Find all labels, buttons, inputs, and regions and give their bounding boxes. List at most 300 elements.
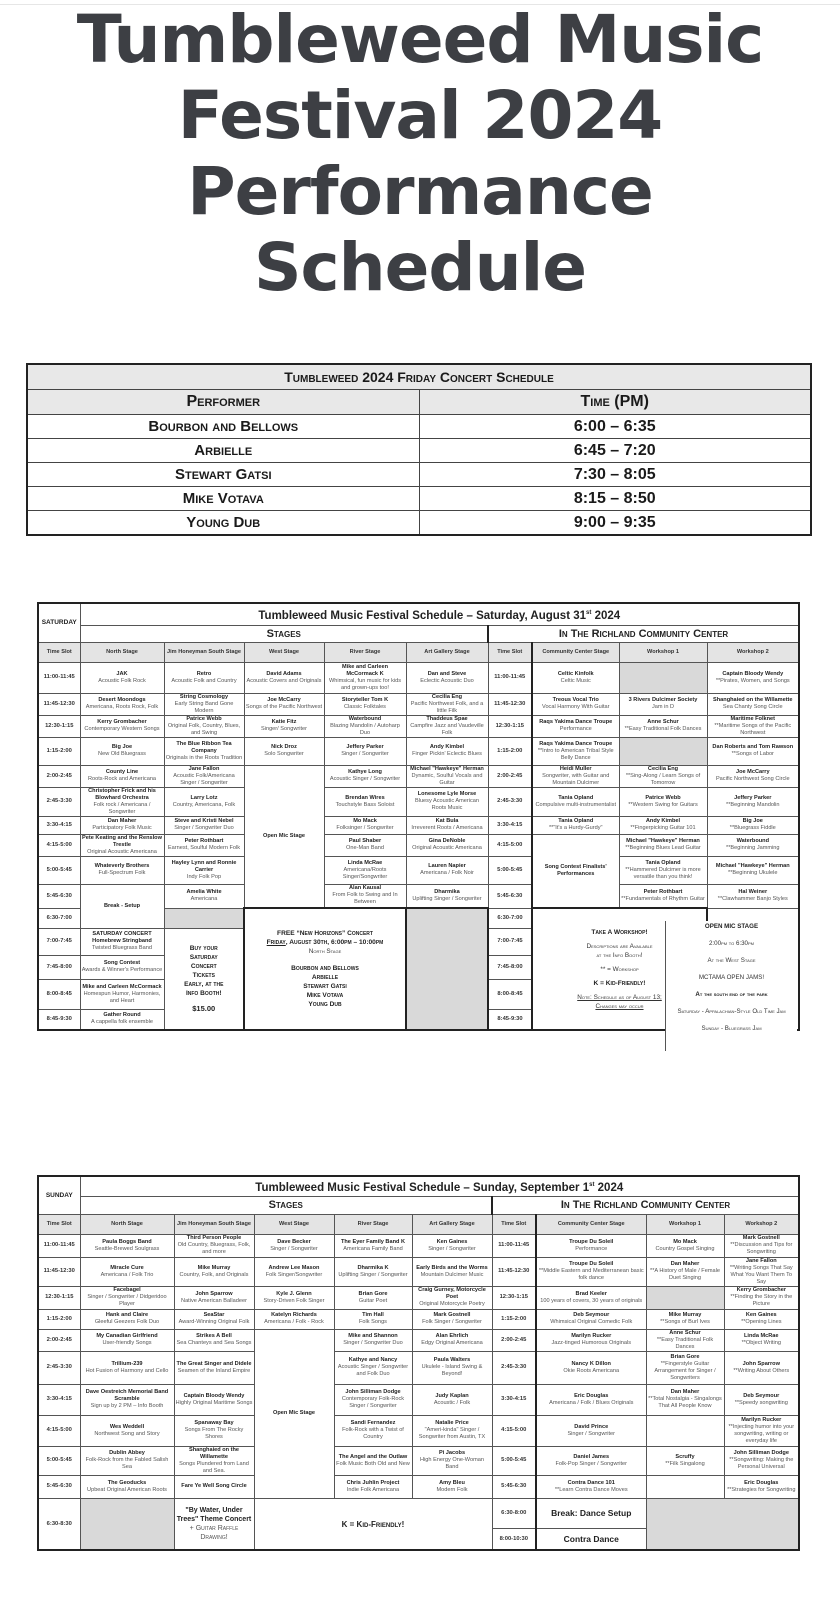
friday-concert-table xyxy=(26,363,812,536)
time-slot: 8:00-8:45 xyxy=(488,979,532,1009)
performer-name: Open Mic Stage xyxy=(263,832,305,839)
concert-performer: Arbielle xyxy=(311,974,339,981)
time-slot: 4:15-5:00 xyxy=(38,1415,80,1446)
performer-name: Steve and Kristi Nebel xyxy=(174,818,234,824)
workshop-cell xyxy=(707,693,799,715)
performer-name: Kathye Long xyxy=(348,769,382,775)
name-text: Dharmika xyxy=(357,1264,383,1271)
performer-desc: New Old Bluegrass xyxy=(98,751,146,757)
performer-name: Sandi Fernandez xyxy=(350,1420,396,1427)
performance-cell xyxy=(164,715,244,737)
performer-name: Tania Opland xyxy=(645,859,681,866)
break-cell xyxy=(80,884,164,928)
performance-cell xyxy=(80,1415,174,1446)
performer-name: Mark Gostnell xyxy=(742,1235,780,1242)
kid-friendly-badge: K xyxy=(379,670,384,677)
table-row xyxy=(27,487,811,511)
performer-name: Miracle Cure xyxy=(110,1264,144,1271)
performance-cell xyxy=(532,787,619,816)
performance-cell xyxy=(536,1415,646,1446)
time-slot: 2:00-2:45 xyxy=(488,765,532,787)
time-slot: 11:45-12:30 xyxy=(38,693,80,715)
performer-name: Amy Bleu xyxy=(439,1479,465,1486)
performance-cell xyxy=(324,884,406,908)
performer-name: Song Contest Finalists' Performances xyxy=(544,863,607,877)
performance-cell xyxy=(80,1384,174,1415)
performance-cell xyxy=(244,737,324,765)
performance-cell xyxy=(406,737,488,765)
performance-cell xyxy=(244,715,324,737)
performance-cell xyxy=(254,1309,334,1329)
performer-name: Joe McCarry xyxy=(267,697,301,703)
ticket-line: Early, at the xyxy=(184,981,224,989)
workshop-cell xyxy=(619,856,707,884)
performer-name: Wes Weddell xyxy=(109,1423,145,1430)
performance-cell xyxy=(254,1234,334,1257)
performance-cell xyxy=(80,765,164,787)
empty-cell xyxy=(619,662,707,693)
performance-cell xyxy=(406,662,488,693)
kid-friendly-badge: K xyxy=(400,1238,406,1245)
performer-name: "By Water, Under Trees" Theme Concert xyxy=(176,1507,252,1524)
performer-name: Maritime Folknet xyxy=(730,715,775,722)
title-line: Schedule xyxy=(253,229,587,306)
performer-desc: Folk-Rock from the Fabled Salish Sea xyxy=(85,1457,169,1471)
performance-cell xyxy=(244,693,324,715)
workshop-desc: **Strategies for Songwriting xyxy=(727,1486,796,1493)
performance-cell xyxy=(412,1351,492,1384)
performer-name: Big Joe xyxy=(742,818,763,824)
performer-name: Katie Fitz xyxy=(271,719,297,725)
performer-name: Retro xyxy=(196,670,212,677)
performer-desc: Original Motorcycle Poetry xyxy=(419,1301,485,1308)
workshop-desc: **Injecting humor into your songwriting, writing or everyday life xyxy=(728,1423,795,1444)
name-text: Storyteller Tom xyxy=(341,697,383,703)
empty-cell xyxy=(646,1286,724,1309)
performance-cell xyxy=(80,816,164,834)
performer-desc: **Pirates, Women, and Songs xyxy=(715,677,790,684)
performer-name: Alan Ehrlich xyxy=(435,1333,469,1340)
title-year: 2024 xyxy=(594,1181,624,1194)
time-slot: 2:00-2:45 xyxy=(38,1329,80,1351)
performer-desc: Award-Winning Original Folk xyxy=(178,1319,250,1326)
ticket-info-cell xyxy=(164,928,244,1030)
performer-desc: Country, Folk, and Originals xyxy=(179,1271,249,1278)
performance-cell xyxy=(334,1384,412,1415)
workshop-desc: **Opening Lines xyxy=(741,1319,782,1326)
performer-cell: Arbielle xyxy=(27,439,419,463)
performer-name: Kyle J. Glenn xyxy=(276,1290,312,1297)
performance-cell xyxy=(324,834,406,856)
performance-cell xyxy=(174,1257,254,1286)
performer-desc: High Energy One-Woman Band xyxy=(420,1457,484,1471)
performer-desc: Twisted Bluegrass Band xyxy=(91,945,152,951)
performer-name: Brian Gore xyxy=(358,1290,388,1297)
performer-cell: Mike Votava xyxy=(27,487,419,511)
column-header: Workshop 1 xyxy=(619,642,707,662)
performer-name: Strikes A Bell xyxy=(196,1333,232,1340)
ticket-price: $15.00 xyxy=(192,1004,216,1014)
workshop-desc: **A History of Male / Female Duet Singing xyxy=(650,1268,720,1282)
workshop-cell xyxy=(619,816,707,834)
time-slot: 8:00-10:30 xyxy=(492,1528,536,1550)
table-row xyxy=(27,511,811,536)
name-text: The Eyer Family Band xyxy=(340,1238,400,1245)
title-sup: st xyxy=(589,1182,595,1188)
time-slot: 11:00-11:45 xyxy=(38,662,80,693)
performance-cell xyxy=(536,1329,646,1351)
performer-desc: Original Acoustic Americana xyxy=(412,845,482,851)
column-header: Workshop 1 xyxy=(646,1214,724,1234)
performance-cell xyxy=(254,1257,334,1286)
performer-name: John Sparrow xyxy=(195,1290,233,1297)
performance-cell xyxy=(324,662,406,693)
time-cell: 6:00 – 6:35 xyxy=(419,415,811,439)
performer-desc: Seattle-Brewed Soulgrass xyxy=(94,1245,160,1252)
workshop-cell xyxy=(707,737,799,765)
performer-name: David Prince xyxy=(574,1423,609,1430)
concert-stage: North Stage xyxy=(308,948,342,955)
performance-cell xyxy=(334,1286,412,1309)
performance-cell xyxy=(412,1257,492,1286)
performer-name: The Great Singer and Didele xyxy=(176,1360,252,1367)
performance-cell xyxy=(174,1234,254,1257)
performer-desc: Northwest Song and Story xyxy=(94,1430,160,1437)
performance-cell xyxy=(406,856,488,884)
workshop-cell xyxy=(619,884,707,908)
time-slot: 2:45-3:30 xyxy=(492,1351,536,1384)
performer-name: Craig Gurney, Motorcycle Poet xyxy=(418,1287,486,1301)
performer-desc: Uplifting Singer / Songwriter xyxy=(338,1271,408,1278)
column-header: Time Slot xyxy=(38,1214,80,1234)
time-slot: 5:45-6:30 xyxy=(38,884,80,908)
performance-cell xyxy=(536,1351,646,1384)
performer-name: Linda McRae xyxy=(744,1333,779,1340)
performance-cell xyxy=(174,1415,254,1446)
performer-name: Dharmika xyxy=(434,888,460,895)
workshop-cell xyxy=(619,715,707,737)
performer-name: Mike Murray xyxy=(197,1264,231,1271)
column-header: Jim Honeyman South Stage xyxy=(164,642,244,662)
performer-name: Deb Seymour xyxy=(743,1392,780,1399)
performer-name: Mike and Carleen McCormack xyxy=(82,983,162,990)
time-slot: 2:45-3:30 xyxy=(488,787,532,816)
performer-desc: Acoustic Singer / Songwriter and Folk Duo xyxy=(337,1364,409,1378)
page-title xyxy=(0,0,840,306)
performer-name: SeaStar xyxy=(203,1312,225,1319)
workshop-desc: **Beginning Ukulele xyxy=(728,870,778,876)
ticket-line: Buy your xyxy=(189,945,218,953)
time-slot: 6:30-8:30 xyxy=(38,1498,80,1550)
column-header: Jim Honeyman South Stage xyxy=(174,1214,254,1234)
performer-desc: Folksinger / Songwriter xyxy=(336,825,394,831)
performer-desc: Solo Songwriter xyxy=(264,751,304,757)
workshop-cell xyxy=(724,1475,799,1498)
performance-cell xyxy=(536,1446,646,1475)
workshop-cell xyxy=(646,1309,724,1329)
theme-concert-cell xyxy=(174,1498,254,1550)
performer-name: Mike Murray xyxy=(668,1312,702,1319)
performance-cell xyxy=(536,1384,646,1415)
performer-desc: Okie Roots Americana xyxy=(563,1367,620,1374)
performer-name: Gina DeNoble xyxy=(428,838,466,844)
performer-name: Third Person People xyxy=(186,1235,242,1242)
time-slot: 2:45-3:30 xyxy=(38,1351,80,1384)
workshop-cell xyxy=(619,693,707,715)
performer-desc: Singer / Songwriter xyxy=(341,751,389,757)
performance-cell xyxy=(324,816,406,834)
performer-name: Brendan Wires xyxy=(345,794,385,801)
performer-name: Mark Gostnell xyxy=(433,1312,471,1319)
performer-desc: Homespun Humor, Harmonies, and Heart xyxy=(83,990,161,1004)
performance-cell xyxy=(80,1009,164,1030)
open-mic-stage-cell xyxy=(254,1329,334,1498)
performer-name: Eric Douglas xyxy=(744,1479,779,1486)
performance-cell xyxy=(412,1309,492,1329)
performer-name: Jeffery Parker xyxy=(346,744,384,750)
performer-desc: Folk-Rock with a Twist of Country xyxy=(342,1427,404,1441)
performer-desc: "Ameri-kinda" Singer / Songwriter from Austin, TX xyxy=(418,1427,486,1441)
performance-cell xyxy=(406,787,488,816)
workshop-box-title: Take A Workshop! xyxy=(591,928,648,936)
performance-cell xyxy=(324,715,406,737)
workshop-cell xyxy=(724,1384,799,1415)
open-mic-stage-cell xyxy=(244,765,324,908)
time-slot: 11:45-12:30 xyxy=(38,1257,80,1286)
workshop-cell xyxy=(724,1257,799,1286)
performer-name: Dan Roberts and Tom Rawson xyxy=(712,744,794,750)
time-slot: 5:45-6:30 xyxy=(488,884,532,908)
workshop-cell xyxy=(646,1329,724,1351)
performer-desc: Guitar Poet xyxy=(358,1297,388,1304)
ticket-line: Info Booth! xyxy=(185,990,222,998)
performer-name: Open Mic Stage xyxy=(273,1410,315,1417)
performer-name: Brian Gore xyxy=(670,1353,700,1360)
jams-title: MCTAMA OPEN JAMS! xyxy=(698,974,765,981)
performer-desc: Performance xyxy=(575,1245,608,1252)
workshop-desc: **Sing-Along / Learn Songs of Tomorrow xyxy=(625,772,701,786)
workshop-box-text: at the Info Booth! xyxy=(596,951,643,959)
performance-cell xyxy=(80,1329,174,1351)
concert-performer: Stewart Gatsi xyxy=(303,983,347,990)
performance-cell xyxy=(324,765,406,787)
performance-cell xyxy=(80,693,164,715)
performer-name: Katelyn Richards xyxy=(271,1312,317,1319)
workshop-cell xyxy=(724,1415,799,1446)
performer-name: Deb Seymour xyxy=(573,1312,610,1319)
time-slot: 11:45-12:30 xyxy=(492,1257,536,1286)
performer-name: Troupe Du Soleil xyxy=(569,1261,614,1268)
time-slot: 4:15-5:00 xyxy=(488,834,532,856)
time-slot: 6:30-7:00 xyxy=(488,908,532,928)
contra-dance-cell: Contra Dance xyxy=(536,1528,646,1550)
workshop-desc: **Fingerstyle Guitar Arrangement for Singer / Songwriters xyxy=(654,1360,716,1381)
title-year: 2024 xyxy=(591,609,621,622)
performer-desc: Story-Driven Folk Singer xyxy=(263,1297,325,1304)
performer-desc: Dynamic, Soulful Vocals and Guitar xyxy=(411,772,483,786)
performance-cell xyxy=(80,955,164,979)
workshop-desc: **Fundamentals of Rhythm Guitar xyxy=(621,895,705,902)
performer-name: Cecilia Eng xyxy=(647,765,679,772)
performer-name: Eric Douglas xyxy=(574,1392,609,1399)
performer-name: John Sparrow xyxy=(742,1360,780,1367)
empty-cell xyxy=(646,1475,724,1498)
performer-name: Natalie Price xyxy=(435,1420,469,1427)
performer-name: Jane Fallon xyxy=(188,765,220,772)
title-text: Tumbleweed Music Festival Schedule – Sunday, September 1 xyxy=(255,1181,590,1194)
workshop-cell xyxy=(724,1329,799,1351)
performer-desc: Celtic Music xyxy=(560,677,591,684)
performer-desc: Upbeat Original American Roots xyxy=(87,1486,167,1493)
performance-cell xyxy=(174,1329,254,1351)
performer-name: Shanghaied on the Willamette xyxy=(713,697,793,703)
workshop-cell xyxy=(619,787,707,816)
workshop-cell xyxy=(619,834,707,856)
performance-cell xyxy=(80,856,164,884)
sunday-jam: Sunday - Bluegrass Jam xyxy=(701,1025,762,1032)
performer-name: Marilyn Rucker xyxy=(571,1333,612,1340)
workshop-desc: **Beginning Blues Lead Guitar xyxy=(625,845,701,851)
time-slot: 2:00-2:45 xyxy=(492,1329,536,1351)
performer-desc: Songs Plundered from Land and Sea. xyxy=(179,1460,249,1474)
column-header: West Stage xyxy=(244,642,324,662)
schedule-title xyxy=(80,603,799,625)
performer-name: Trillium-239 xyxy=(111,1360,143,1367)
performer-desc: Singer / Songwriter / Didgeridoo Player xyxy=(87,1294,167,1308)
kid-friendly-badge: K xyxy=(384,697,389,703)
performance-cell xyxy=(334,1257,412,1286)
performer-name: Paul Shaber xyxy=(348,838,382,844)
workshop-desc: **Songs of Labor xyxy=(731,751,774,757)
time-slot: 4:15-5:00 xyxy=(38,834,80,856)
performer-name: Dublin Abbey xyxy=(109,1450,145,1457)
performer-name: Daniel James xyxy=(573,1453,610,1460)
workshop-desc: **Fingerpicking Guitar 101 xyxy=(630,825,696,831)
performer-desc: Modern Folk xyxy=(436,1486,468,1493)
performer-desc: Earnest, Soulful Modern Folk xyxy=(167,845,241,851)
performer-desc: Pacific Northwest Folk, and a little Filk xyxy=(410,700,484,714)
performance-cell xyxy=(174,1309,254,1329)
concert-datetime: , August 30th, 6:00pm – 10:00pm xyxy=(285,939,384,946)
open-mic-info-box xyxy=(665,921,797,1051)
performer-name: Anne Schur xyxy=(669,1329,701,1336)
performer-name: Shanghaied on the Willamette xyxy=(188,1446,240,1460)
performer-desc: Folk rock / Americana / Songwriter xyxy=(93,801,151,815)
performer-desc: From Folk to Swing and In Between xyxy=(332,892,398,906)
performance-cell xyxy=(174,1446,254,1475)
performer-cell: Stewart Gatsi xyxy=(27,463,419,487)
performer-name: Celtic Kinfolk xyxy=(557,670,594,677)
performer-name: Tim Hall xyxy=(362,1312,384,1319)
workshop-desc: **Maritime Songs of the Pacific Northwest xyxy=(714,722,792,736)
performance-cell xyxy=(334,1446,412,1475)
time-slot: 4:15-5:00 xyxy=(492,1415,536,1446)
performer-name: Andy Kimbel xyxy=(429,744,465,750)
time-slot: 12:30-1:15 xyxy=(488,715,532,737)
performance-cell xyxy=(334,1309,412,1329)
workshop-cell xyxy=(646,1351,724,1384)
performer-desc: Old Country, Bluegrass, Folk, and more xyxy=(177,1242,251,1256)
performer-desc: Highly Original Maritime Songs xyxy=(175,1399,253,1406)
performance-cell xyxy=(164,787,244,816)
performance-cell xyxy=(80,1234,174,1257)
workshop-desc: **Writing Songs That Say What You Want Them To Say xyxy=(729,1264,793,1285)
title-line: Tumbleweed Music xyxy=(76,1,764,78)
performance-cell xyxy=(532,662,619,693)
performer-name: Hank and Claire xyxy=(105,1312,149,1319)
empty-cell xyxy=(80,1498,174,1550)
performer-name: Nick Droz xyxy=(271,744,297,750)
performer-name: Jane Fallon xyxy=(745,1257,777,1264)
performer-desc: Songwriter, with Guitar and Mountain Dulcimer xyxy=(542,772,610,786)
performer-desc: Finger Pickin' Eclectic Blues xyxy=(412,751,482,757)
performer-desc: Jazz-tinged Humorous Originals xyxy=(551,1340,632,1347)
performance-cell xyxy=(324,856,406,884)
performer-name: Cecilia Eng xyxy=(431,693,463,700)
performer-name: Andrew Lee Mason xyxy=(268,1264,320,1271)
column-header: River Stage xyxy=(334,1214,412,1234)
time-slot: 5:00-5:45 xyxy=(38,856,80,884)
performance-cell xyxy=(164,856,244,884)
column-header: Workshop 2 xyxy=(707,642,799,662)
performer-name: Ken Gaines xyxy=(745,1312,777,1319)
performer-name: Captain Bloody Wendy xyxy=(183,1392,245,1399)
performer-name: Facebagel xyxy=(113,1287,141,1294)
performer-name: Hayley Lynn and Ronnie Carrier xyxy=(171,859,237,873)
performer-name: Alan Kausal xyxy=(348,885,382,892)
schedule-note: Note: Schedule as of August 13; xyxy=(577,993,662,1001)
performer-desc: Blazing Mandolin / Autoharp Duo xyxy=(330,722,400,736)
workshop-desc: **Clawhammer Banjo Styles xyxy=(717,896,788,902)
performer-desc: Roots-Rock and Americana xyxy=(87,776,157,782)
time-cell: 9:00 – 9:35 xyxy=(419,511,811,536)
performance-cell xyxy=(80,1257,174,1286)
time-slot: 7:00-7:45 xyxy=(38,928,80,955)
workshop-cell xyxy=(724,1309,799,1329)
performance-cell xyxy=(80,787,164,816)
schedule-note: Changes may occur xyxy=(595,1002,644,1010)
performer-desc: Indy Folk Pop xyxy=(186,873,222,880)
workshop-cell xyxy=(646,1257,724,1286)
performance-cell xyxy=(80,662,164,693)
performer-name xyxy=(336,1239,411,1246)
performer-desc: Vocal Harmony With Guitar xyxy=(542,704,610,710)
performance-cell xyxy=(412,1415,492,1446)
performer-name: Mo Mack xyxy=(673,1238,697,1245)
time-slot: 7:00-7:45 xyxy=(488,928,532,955)
empty-cell xyxy=(406,908,488,1030)
performer-desc: Americana Family Band xyxy=(343,1245,403,1252)
performer-name: Michael "Hawkeye" Herman xyxy=(626,838,700,844)
workshop-cell xyxy=(724,1446,799,1475)
performance-cell xyxy=(334,1475,412,1498)
performer-name xyxy=(336,1265,411,1272)
performance-cell xyxy=(80,979,164,1009)
performer-name: Amelia White xyxy=(186,889,222,895)
workshop-cell xyxy=(707,787,799,816)
performer-desc: Classic Folktales xyxy=(344,704,386,710)
performer-desc: Singer/ Songwriter xyxy=(260,726,307,732)
workshop-cell xyxy=(646,1234,724,1257)
workshop-desc: **Beginning Jamming xyxy=(726,845,780,851)
performer-name: David Adams xyxy=(266,670,302,677)
workshop-legend: ** = Workshop xyxy=(600,965,639,973)
workshop-cell xyxy=(707,884,799,908)
day-label: SUNDAY xyxy=(38,1176,80,1214)
time-slot: 6:30-7:00 xyxy=(38,908,80,928)
performance-cell xyxy=(164,737,244,765)
performer-desc: Whimsical, fun music for kids and grown-ups too! xyxy=(328,677,402,691)
